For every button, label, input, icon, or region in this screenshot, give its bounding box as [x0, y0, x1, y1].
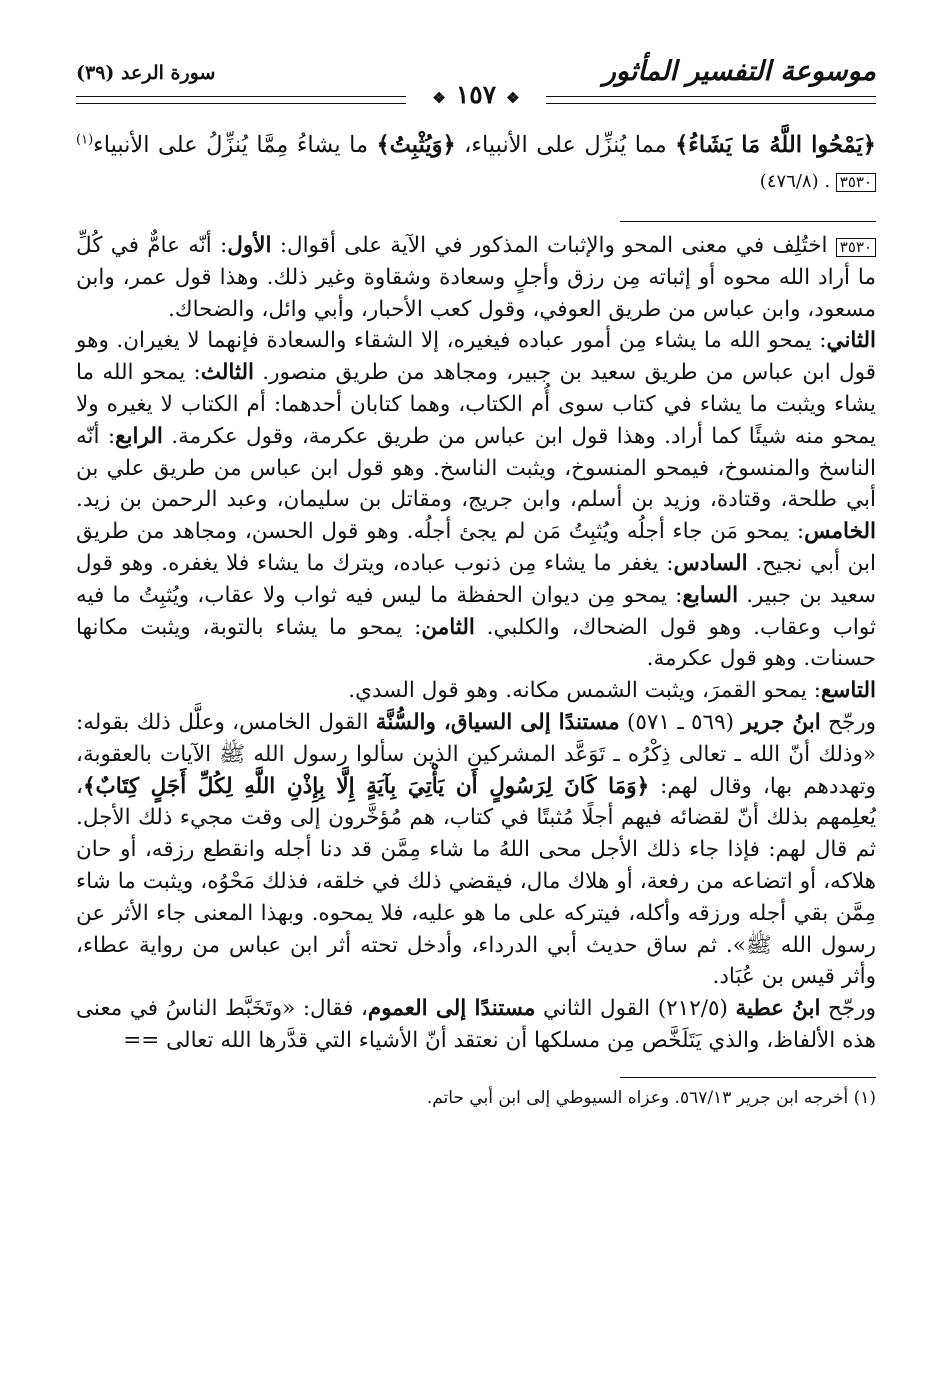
commentary-text: ما يشاءُ مِمَّا يُنزِّلُ على الأنبياء [93, 132, 377, 158]
book-title: موسوعة التفسير المأثور [602, 56, 876, 87]
footnote-marker[interactable]: (١) [76, 132, 94, 148]
text-run: : يمحو مَن جاء أجلُه ويُثبِتُ مَن لم يجئ أجلُه. وهو قول الحسن، ومجاهد من طريق ابن أبي نجيح. [76, 519, 876, 576]
text-run: ، يُعلِمهم بذلك أنّ لقضائه فيهم أجلًا مُثبتًا في كتاب، هم مُؤخَّرون إلى وقت مجيء ذلك الأجل. ثم قال لهم: فإذا جاء ذلك الأجل محى اللهُ ما شاء مِمَّن قد دنا أجله وانقطع رزقه، أو حان هلاكه، أو اتضاعه من رفعة، أو هلاك مال، فيقضي ذلك في خلقه، فذلك مَحْوُه، ويثبت ما شاء مِمَّن بقي أجله ورزقه وأكله، فيتركه على ما هو عليه، فلا يمحوه. وبهذا المعنى جاء الأثر عن رسول الله ﷺ». ثم ساق حديث أبي الدرداء، وأدخل تحته أثر ابن عباس من رواية عطاء، وأثر قيس بن عُبَاد. [76, 773, 876, 990]
quran-quote: ﴿وَمَا كَانَ لِرَسُولٍ أَن يَأْتِيَ بِآيَةٍ إِلَّا بِإِذْنِ اللَّهِ لِكُلِّ أَجَلٍ كِتَابٌ﴾ [82, 773, 650, 799]
text-run: : يمحو القمرَ، ويثبت الشمس مكانه. وهو قول السدي. [348, 678, 821, 704]
scholar-name: ابنُ عطية [735, 996, 821, 1022]
text-run: اختُلِف في معنى المحو والإثبات المذكور في الآية على أقوال: [271, 233, 836, 258]
page-header [76, 52, 876, 112]
footnote: (١) أخرجه ابن جرير ٥٦٧/١٣. وعزاه السيوطي إلى ابن أبي حاتم. [426, 1087, 876, 1108]
text-run: (٥٦٩ ـ ٥٧١) [619, 709, 742, 735]
opinion-label: الخامس [804, 519, 876, 545]
commentary-paragraph [76, 230, 876, 325]
text-run: ورجّح [820, 996, 876, 1022]
text-run: ، فقال: «وتَخَبَّط الناسُ في معنى هذه الألفاظ، والذي يَتَلَخَّص مِن مسلكها أن نعتقد أنّ الأشياء التي قدَّرها الله تعالى == [76, 996, 876, 1053]
commentary-text: مما يُنزِّل على الأنبياء، [455, 132, 676, 158]
cross-reference[interactable]: ٣٥٣٠ [836, 173, 876, 192]
scholar-name: ابنُ جرير [741, 709, 821, 735]
opinion-label: الثامن [421, 614, 475, 640]
ornament-icon: ❖ [506, 89, 520, 107]
text-run: : أنّه عامٌّ في كُلِّ ما أراد الله محوه أو إثباته مِن رزق وأجلٍ وسعادة وشقاوة وغير ذلك. وهذا قول عمر، وابن مسعود، وابن عباس من طريق العوفي، وقول كعب الأحبار، وأبي وائل، والضحاك. [76, 233, 876, 322]
text-run: ورجّح [820, 709, 876, 735]
text-run: : يمحو مِن ديوان الحفظة ما ليس فيه ثواب ولا عقاب، ويُثبِتُ ما فيه ثواب وعقاب. وهو قول الضحاك، والكلبي. [76, 582, 876, 640]
text-run: : يغفر ما يشاء مِن ذنوب عباده، ويترك ما يشاء فلا يغفره. وهو قول سعيد بن جبير. [76, 550, 876, 608]
opinion-label: السادس [673, 550, 748, 576]
text-run: : يمحو الله ما يشاء مِن أمور عباده فيغيره، إلا الشقاء والسعادة فإنهما لا يغيران. وهو قول ابن عباس من طريق سعيد بن جبير، ومجاهد من طريق منصور. [76, 328, 876, 386]
text-run: : يمحو الله ما يشاء ويثبت ما يشاء في كتاب سوى أُم الكتاب، وهما كتابان أحدهما: أم الكتاب لا يغيره ولا يمحو منه شيئًا كما أراد. وهذا قول ابن عباس من طريق عكرمة، وقول عكرمة. [76, 360, 876, 449]
text-run: (٢١٢/٥) القول الثاني [535, 996, 736, 1022]
ornament-icon: ❖ [432, 89, 446, 107]
footnote-divider [620, 1077, 876, 1078]
page-content [76, 128, 876, 1112]
text-run: : يمحو ما يشاء بالتوبة، ويثبت مكانها حسنات. وهو قول عكرمة. [76, 614, 876, 672]
section-divider [620, 221, 876, 222]
cross-reference: ٣٥٣٠ [836, 238, 876, 257]
ayah-commentary [76, 128, 876, 199]
quran-quote: ﴿يَمْحُوا اللَّهُ مَا يَشَاءُ﴾ [675, 132, 876, 158]
commentary-paragraph [76, 993, 876, 1057]
method-label: مستندًا إلى العموم [367, 996, 536, 1022]
surah-title: سورة الرعد (٣٩) [76, 62, 216, 84]
page-number: ١٥٧ [455, 80, 497, 109]
opinion-label: الأول [227, 233, 272, 258]
editor-commentary [76, 230, 876, 1057]
text-run: : أنّه الناسخ والمنسوخ، فيمحو المنسوخ، ويثبت الناسخ. وهو قول ابن عباس من طريق علي بن أبي طلحة، وقتادة، وزيد بن أسلم، وابن جريج، ومقاتل بن سليمان، وعبد الرحمن بن زيد. [76, 423, 876, 513]
text-run: القول الخامس، وعلَّل ذلك بقوله: «وذلك أنّ الله ـ تعالى ذِكْرُه ـ تَوَعَّد المشركين الذين سألوا رسول الله ﷺ الآيات بالعقوبة، وتهددهم بها، وقال لهم: [76, 709, 876, 799]
method-label: مستندًا إلى السياق، والسُّنَّة [375, 709, 620, 735]
opinion-label: الثالث [200, 360, 254, 386]
source-reference: . (٤٧٦/٨) [759, 171, 836, 192]
opinion-label: الثاني [826, 328, 876, 354]
opinion-label: الرابع [115, 423, 163, 449]
page-number-row [76, 80, 876, 109]
opinion-label: التاسع [820, 678, 876, 704]
commentary-paragraph [76, 675, 876, 707]
commentary-paragraph [76, 707, 876, 993]
opinion-label: السابع [682, 582, 739, 608]
commentary-paragraph [76, 325, 876, 675]
quran-quote: ﴿وَيُثْبِتُ﴾ [376, 132, 456, 158]
